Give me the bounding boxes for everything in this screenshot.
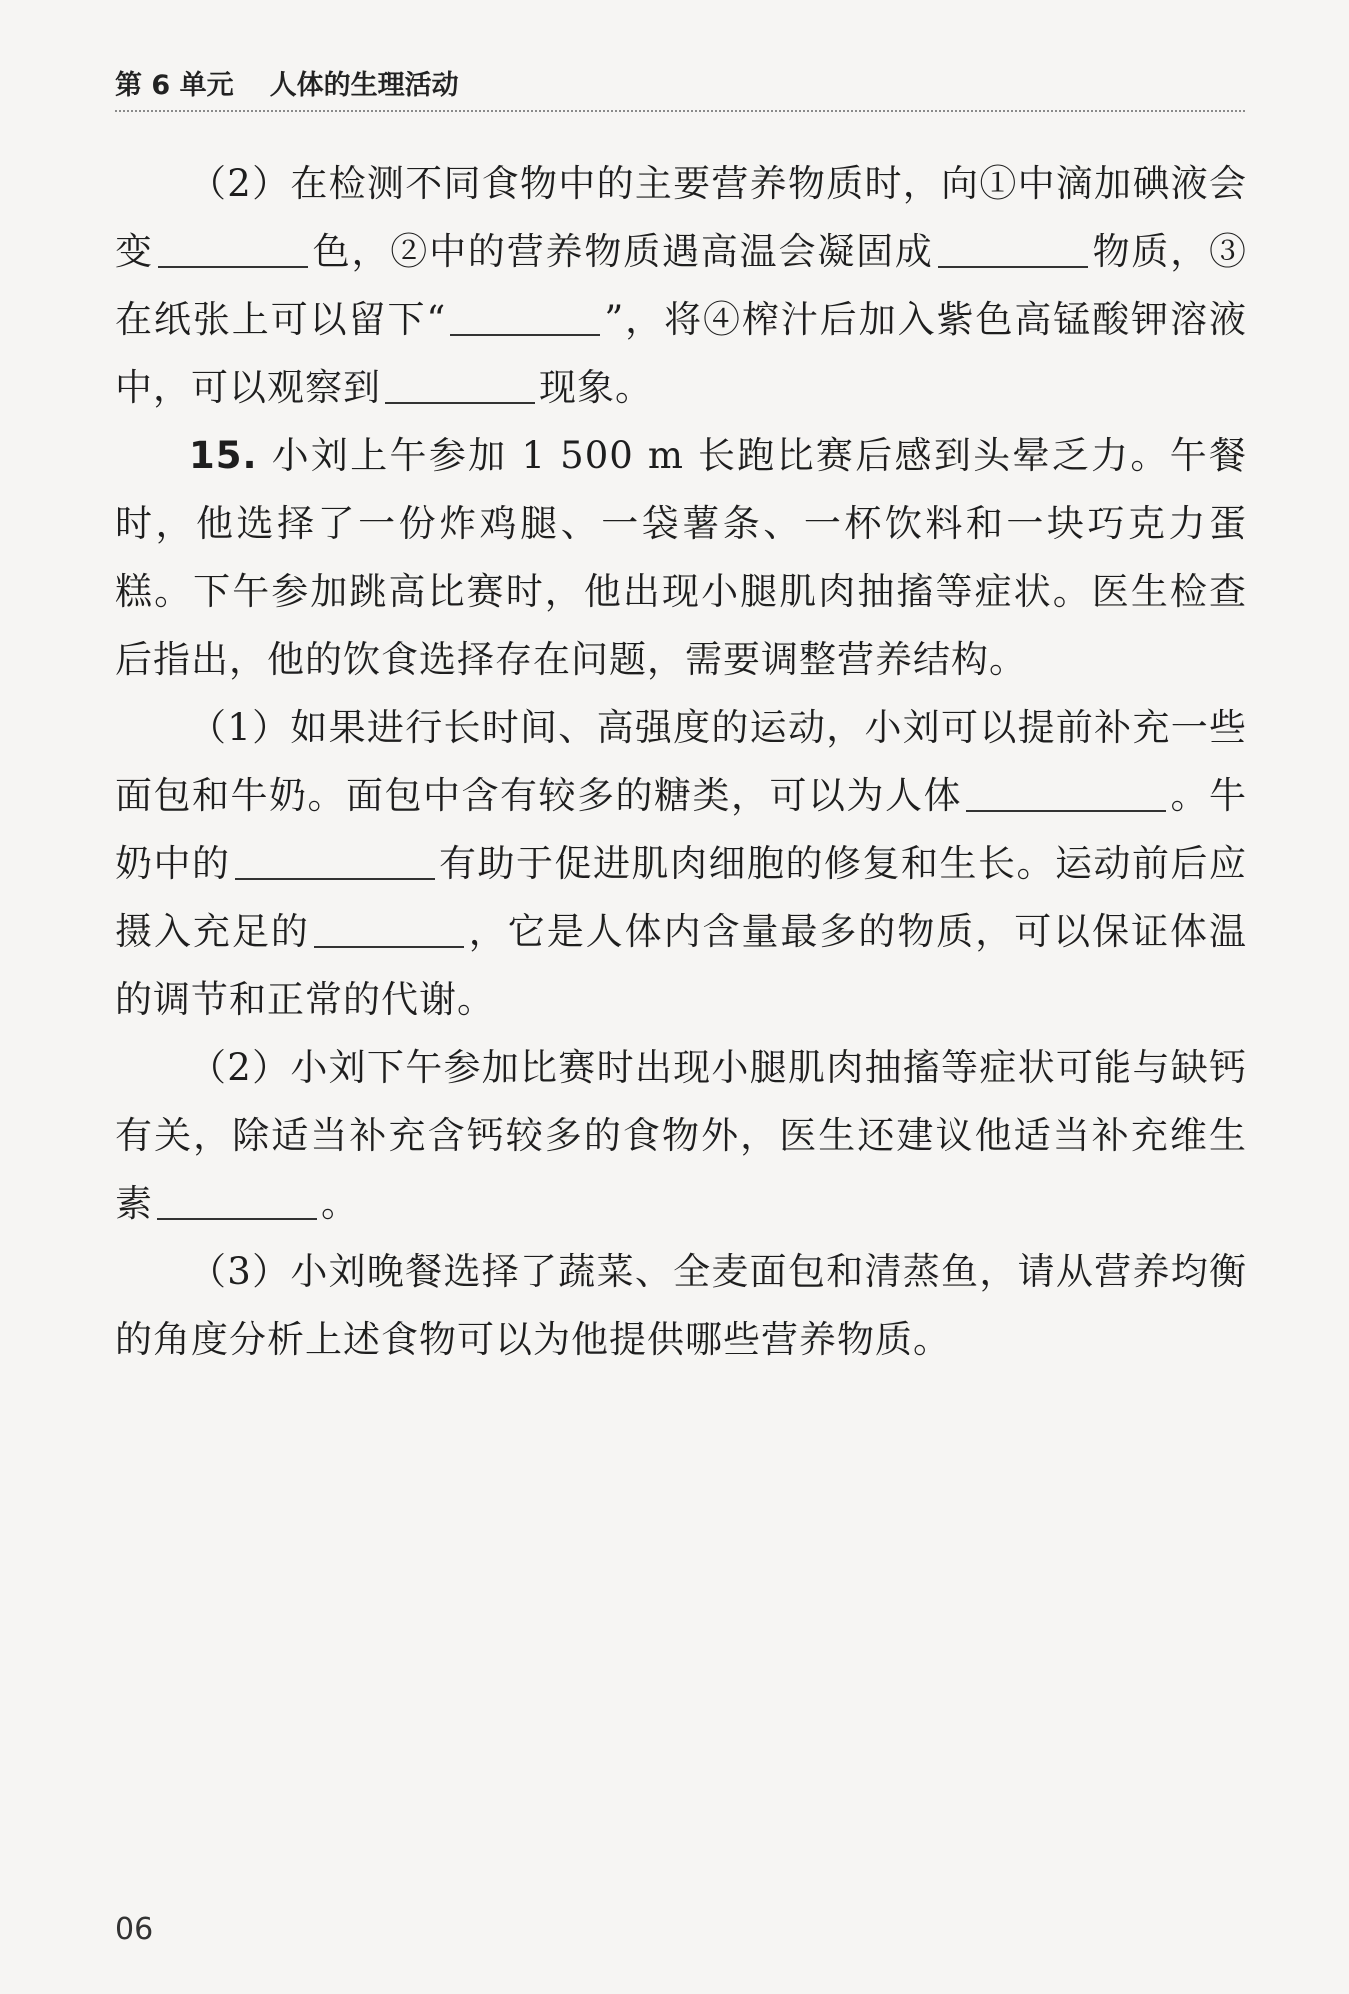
question-text: 小刘上午参加 1 500 m 长跑比赛后感到头晕乏力。午餐时，他选择了一份炸鸡腿、一袋薯条、一杯饮料和一块巧克力蛋糕。下午参加跳高比赛时，他出现小腿肌肉抽搐等症状。医生检查后指出，他的饮食选择存在问题，需要调整营养结构。	[115, 434, 1247, 681]
answer-blank-substance[interactable]	[938, 236, 1088, 268]
text-segment: 物质，③在纸张上可以留下“	[115, 230, 1248, 341]
text-segment: ，它是人体内含量最多的物质，可以保证体温的调节和正常的代谢。	[115, 910, 1248, 1021]
answer-blank-energy[interactable]	[966, 780, 1166, 812]
answer-blank-water[interactable]	[314, 916, 464, 948]
question-15-stem	[115, 422, 1247, 694]
running-header	[115, 68, 1245, 112]
q15-part-1-paragraph	[115, 694, 1247, 1034]
page-content	[115, 150, 1247, 1374]
text-segment: （1）如果进行长时间、高强度的运动，小刘可以提前补充一些面包和牛奶。面包中含有较多的糖类，可以为人体	[115, 706, 1247, 817]
text-segment: （2）在检测不同食物中的主要营养物质时，向①中滴加碘液会变	[115, 162, 1247, 273]
text-segment: ”，将④榨汁后加入紫色高锰酸钾溶液中，可以观察到	[115, 298, 1247, 409]
answer-blank-mark[interactable]	[450, 304, 600, 336]
answer-blank-nutrient[interactable]	[235, 848, 435, 880]
text-segment: （3）小刘晚餐选择了蔬菜、全麦面包和清蒸鱼，请从营养均衡的角度分析上述食物可以为他提供哪些营养物质。	[115, 1250, 1247, 1361]
text-segment: 现象。	[539, 366, 653, 409]
unit-label: 第 6 单元	[115, 70, 234, 101]
sub-question-2-paragraph	[115, 150, 1247, 422]
text-segment: 。	[321, 1182, 359, 1225]
q15-part-3-paragraph	[115, 1238, 1247, 1374]
unit-title: 人体的生理活动	[269, 70, 459, 101]
text-segment: （2）小刘下午参加比赛时出现小腿肌肉抽搐等症状可能与缺钙有关，除适当补充含钙较多的食物外，医生还建议他适当补充维生素	[115, 1046, 1247, 1225]
text-segment: 。牛奶中的	[115, 774, 1247, 885]
answer-blank-phenomenon[interactable]	[385, 372, 535, 404]
text-segment: 有助于促进肌肉细胞的修复和生长。运动前后应摄入充足的	[115, 842, 1247, 953]
text-segment: 色，②中的营养物质遇高温会凝固成	[311, 230, 934, 273]
page-number: 06	[115, 1912, 154, 1947]
q15-part-2-paragraph	[115, 1034, 1247, 1238]
question-number: 15.	[189, 434, 258, 477]
answer-blank-color[interactable]	[158, 236, 308, 268]
answer-blank-vitamin[interactable]	[157, 1188, 317, 1220]
